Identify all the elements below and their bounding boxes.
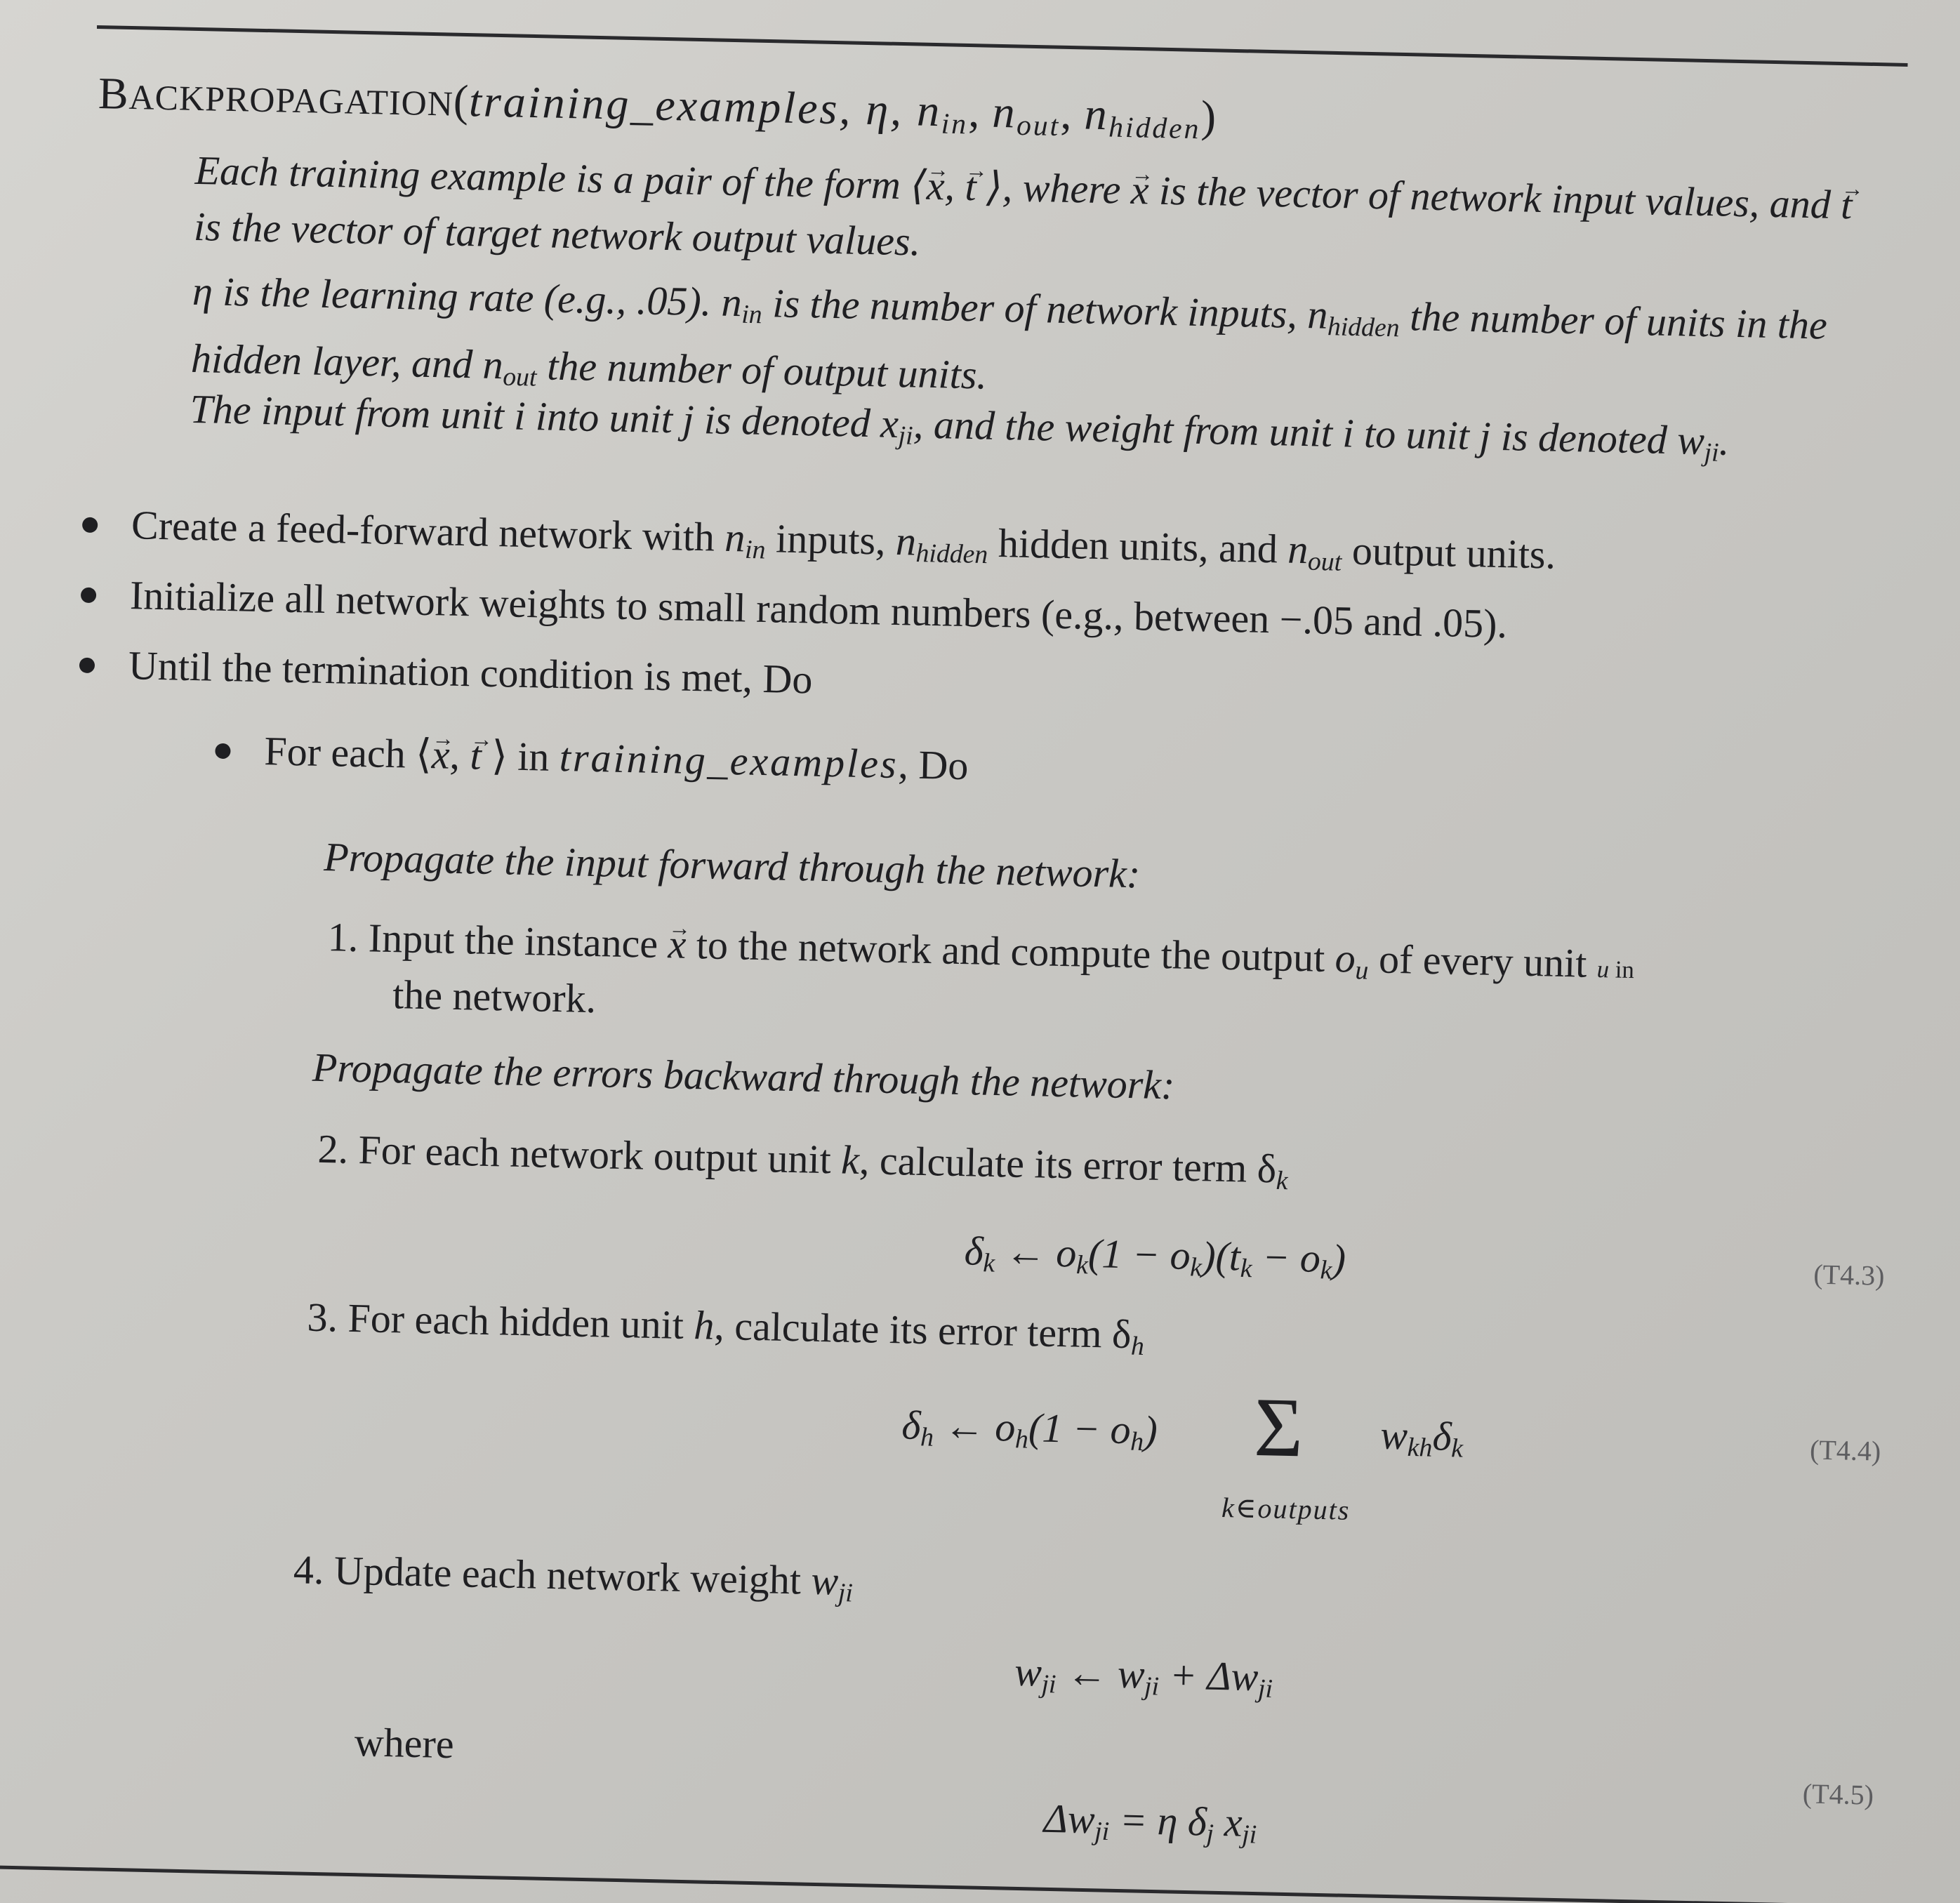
- bottom-rule: [0, 1865, 1836, 1903]
- title-arg-nin: $n_{in}$: [916, 85, 969, 140]
- title-name: ACKPROPAGATION: [128, 77, 454, 124]
- top-rule: [97, 25, 1908, 67]
- where-label: where: [354, 1719, 455, 1768]
- summation-index: k∈outputs: [1221, 1491, 1351, 1526]
- step-2: 2. For each network output unit k, calculate its error term $\delta_k$: [317, 1125, 1288, 1196]
- title-comma-1: ,: [967, 86, 993, 137]
- bullet-dot: [81, 588, 96, 603]
- summation-sigma: Σ: [1253, 1379, 1304, 1475]
- step-1: 1. Input the instance x → to the network and compute the output $o_u$ of every unit u in: [327, 909, 1873, 1009]
- equation-hidden-error: $\delta_h$ ← $o_h(1 - o_h)$: [901, 1402, 1158, 1457]
- bullet-for-each-example: For each ⟨x →, t → ⟩ in training_examples, Do: [264, 727, 969, 790]
- title-arg-nhidden: $n_{hidden}$: [1083, 88, 1201, 145]
- title-comma-2: ,: [1059, 88, 1085, 139]
- bullet-dot: [79, 658, 95, 673]
- step-3: 3. For each hidden unit h, calculate its error term $\delta_h$: [306, 1294, 1145, 1362]
- section-backward-label: Propagate the errors backward through the network:: [312, 1044, 1176, 1108]
- equation-number-t44: (T4.4): [1809, 1433, 1881, 1467]
- step-1-continued: the network.: [392, 972, 597, 1022]
- section-forward-label: Propagate the input forward through the network:: [323, 833, 1141, 897]
- description-notation: The input from unit i into unit j is denoted $x_{ji}$, and the weight from unit i to unit j is denoted $w_{ji}$.: [189, 385, 1730, 468]
- equation-output-error: $\delta_k$ ← $o_k(1 - o_k)(t_k - o_k)$: [964, 1228, 1346, 1285]
- description-learning-rate: η is the learning rate (e.g., .05). $n_{in}$ is the number of network inputs, $n_{hidden}$ the number of units in the hidden layer, and $n_{out}$ the number of output units.: [190, 267, 1828, 399]
- algorithm-title: [98, 67, 1217, 146]
- title-initial: B: [98, 68, 130, 119]
- title-close-paren: ): [1200, 91, 1217, 142]
- bullet-initialize-weights: Initialize all network weights to small random numbers (e.g., between −.05 and .05).: [129, 571, 1507, 649]
- equation-delta-weight: $\Delta w_{ji} = \eta$ $\delta_j$ $x_{ji}$: [1043, 1795, 1257, 1850]
- title-arg-examples: training_examples,: [468, 76, 867, 134]
- equation-weight-update: $w_{ji}$ ← $w_{ji} + \Delta w_{ji}$: [1014, 1648, 1273, 1704]
- bullet-dot: [215, 743, 230, 759]
- bullet-create-network: Create a feed-forward network with $n_{in}$ inputs, $n_{hidden}$ hidden units, and $n_{out}$ output units.: [131, 500, 1556, 591]
- summation-body: $w_{kh}\delta_k$: [1379, 1412, 1464, 1464]
- step-4: 4. Update each network weight $w_{ji}$: [293, 1546, 854, 1608]
- title-open-paren: (: [453, 75, 470, 126]
- description-training-examples: Each training example is a pair of the form ⟨x →, t → ⟩, where x → is the vector of network input values, and t → is the vector of target network output values.: [193, 142, 1866, 290]
- equation-number-t43: (T4.3): [1813, 1258, 1885, 1292]
- title-arg-nout: $n_{out}$: [991, 86, 1061, 142]
- title-arg-eta: η,: [865, 84, 918, 135]
- bullet-dot: [82, 517, 98, 533]
- equation-number-t45: (T4.5): [1802, 1777, 1874, 1811]
- bullet-until-termination: Until the termination condition is met, Do: [128, 641, 813, 704]
